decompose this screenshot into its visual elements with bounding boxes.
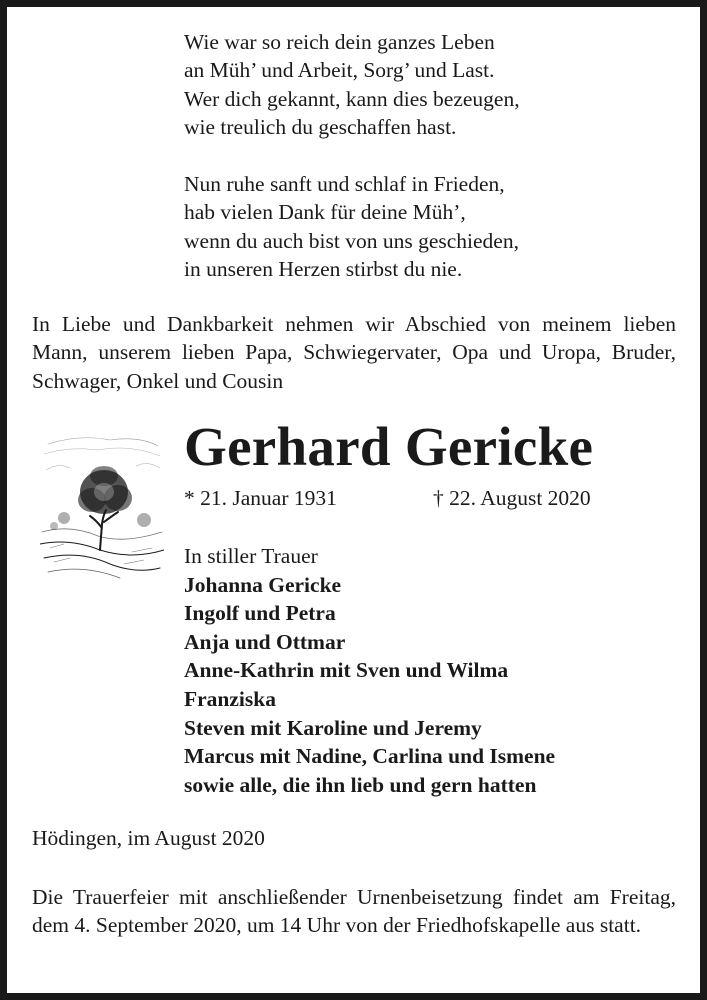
birth-date: * 21. Januar 1931 (184, 486, 337, 510)
mourner-name: Johanna Gericke (184, 572, 342, 597)
funeral-service-text: Die Trauerfeier mit anschließender Urnenbeisetzung findet am Freitag, dem 4. September 2020, um 14 Uhr von der Friedhofskapelle aus statt. (32, 885, 676, 938)
place-date: Hödingen, im August 2020 (32, 826, 265, 850)
mourner-name: Anja und Ottmar (184, 629, 346, 654)
mourner-name: Franziska (184, 686, 276, 711)
poem-stanza (184, 170, 520, 283)
deceased-name: Gerhard Gericke (184, 416, 594, 477)
poem-line: in unseren Herzen stirbst du nie. (184, 257, 463, 282)
poem-line: wie treulich du geschaffen hast. (184, 114, 457, 139)
poem-line: wenn du auch bist von uns geschieden, (184, 228, 519, 253)
mourners-list (184, 542, 555, 799)
mourner-name: sowie alle, die ihn lieb und gern hatten (184, 772, 537, 797)
mourning-heading: In stiller Trauer (184, 544, 318, 568)
poem (184, 28, 520, 283)
mourner-name: Steven mit Karoline und Jeremy (184, 715, 482, 740)
mourner-name: Anne-Kathrin mit Sven und Wilma (184, 658, 509, 683)
death-date: † 22. August 2020 (433, 486, 591, 510)
poem-line: an Müh’ und Arbeit, Sorg’ und Last. (184, 58, 495, 83)
poem-line: Wer dich gekannt, kann dies bezeugen, (184, 86, 520, 111)
poem-line: Wie war so reich dein ganzes Leben (184, 30, 495, 54)
poem-line: Nun ruhe sanft und schlaf in Frieden, (184, 172, 505, 197)
farewell-text: In Liebe und Dankbarkeit nehmen wir Abschied von meinem lieben Mann, unserem lieben Papa, Schwiegervater, Opa und Uropa, Bruder, Schwager, Onkel und Cousin (32, 312, 676, 393)
mourner-name: Ingolf und Petra (184, 601, 336, 626)
poem-line: hab vielen Dank für deine Müh’, (184, 200, 466, 225)
mourner-name: Marcus mit Nadine, Carlina und Ismene (184, 744, 556, 769)
tree-landscape-icon (40, 432, 164, 582)
poem-stanza (184, 28, 520, 141)
